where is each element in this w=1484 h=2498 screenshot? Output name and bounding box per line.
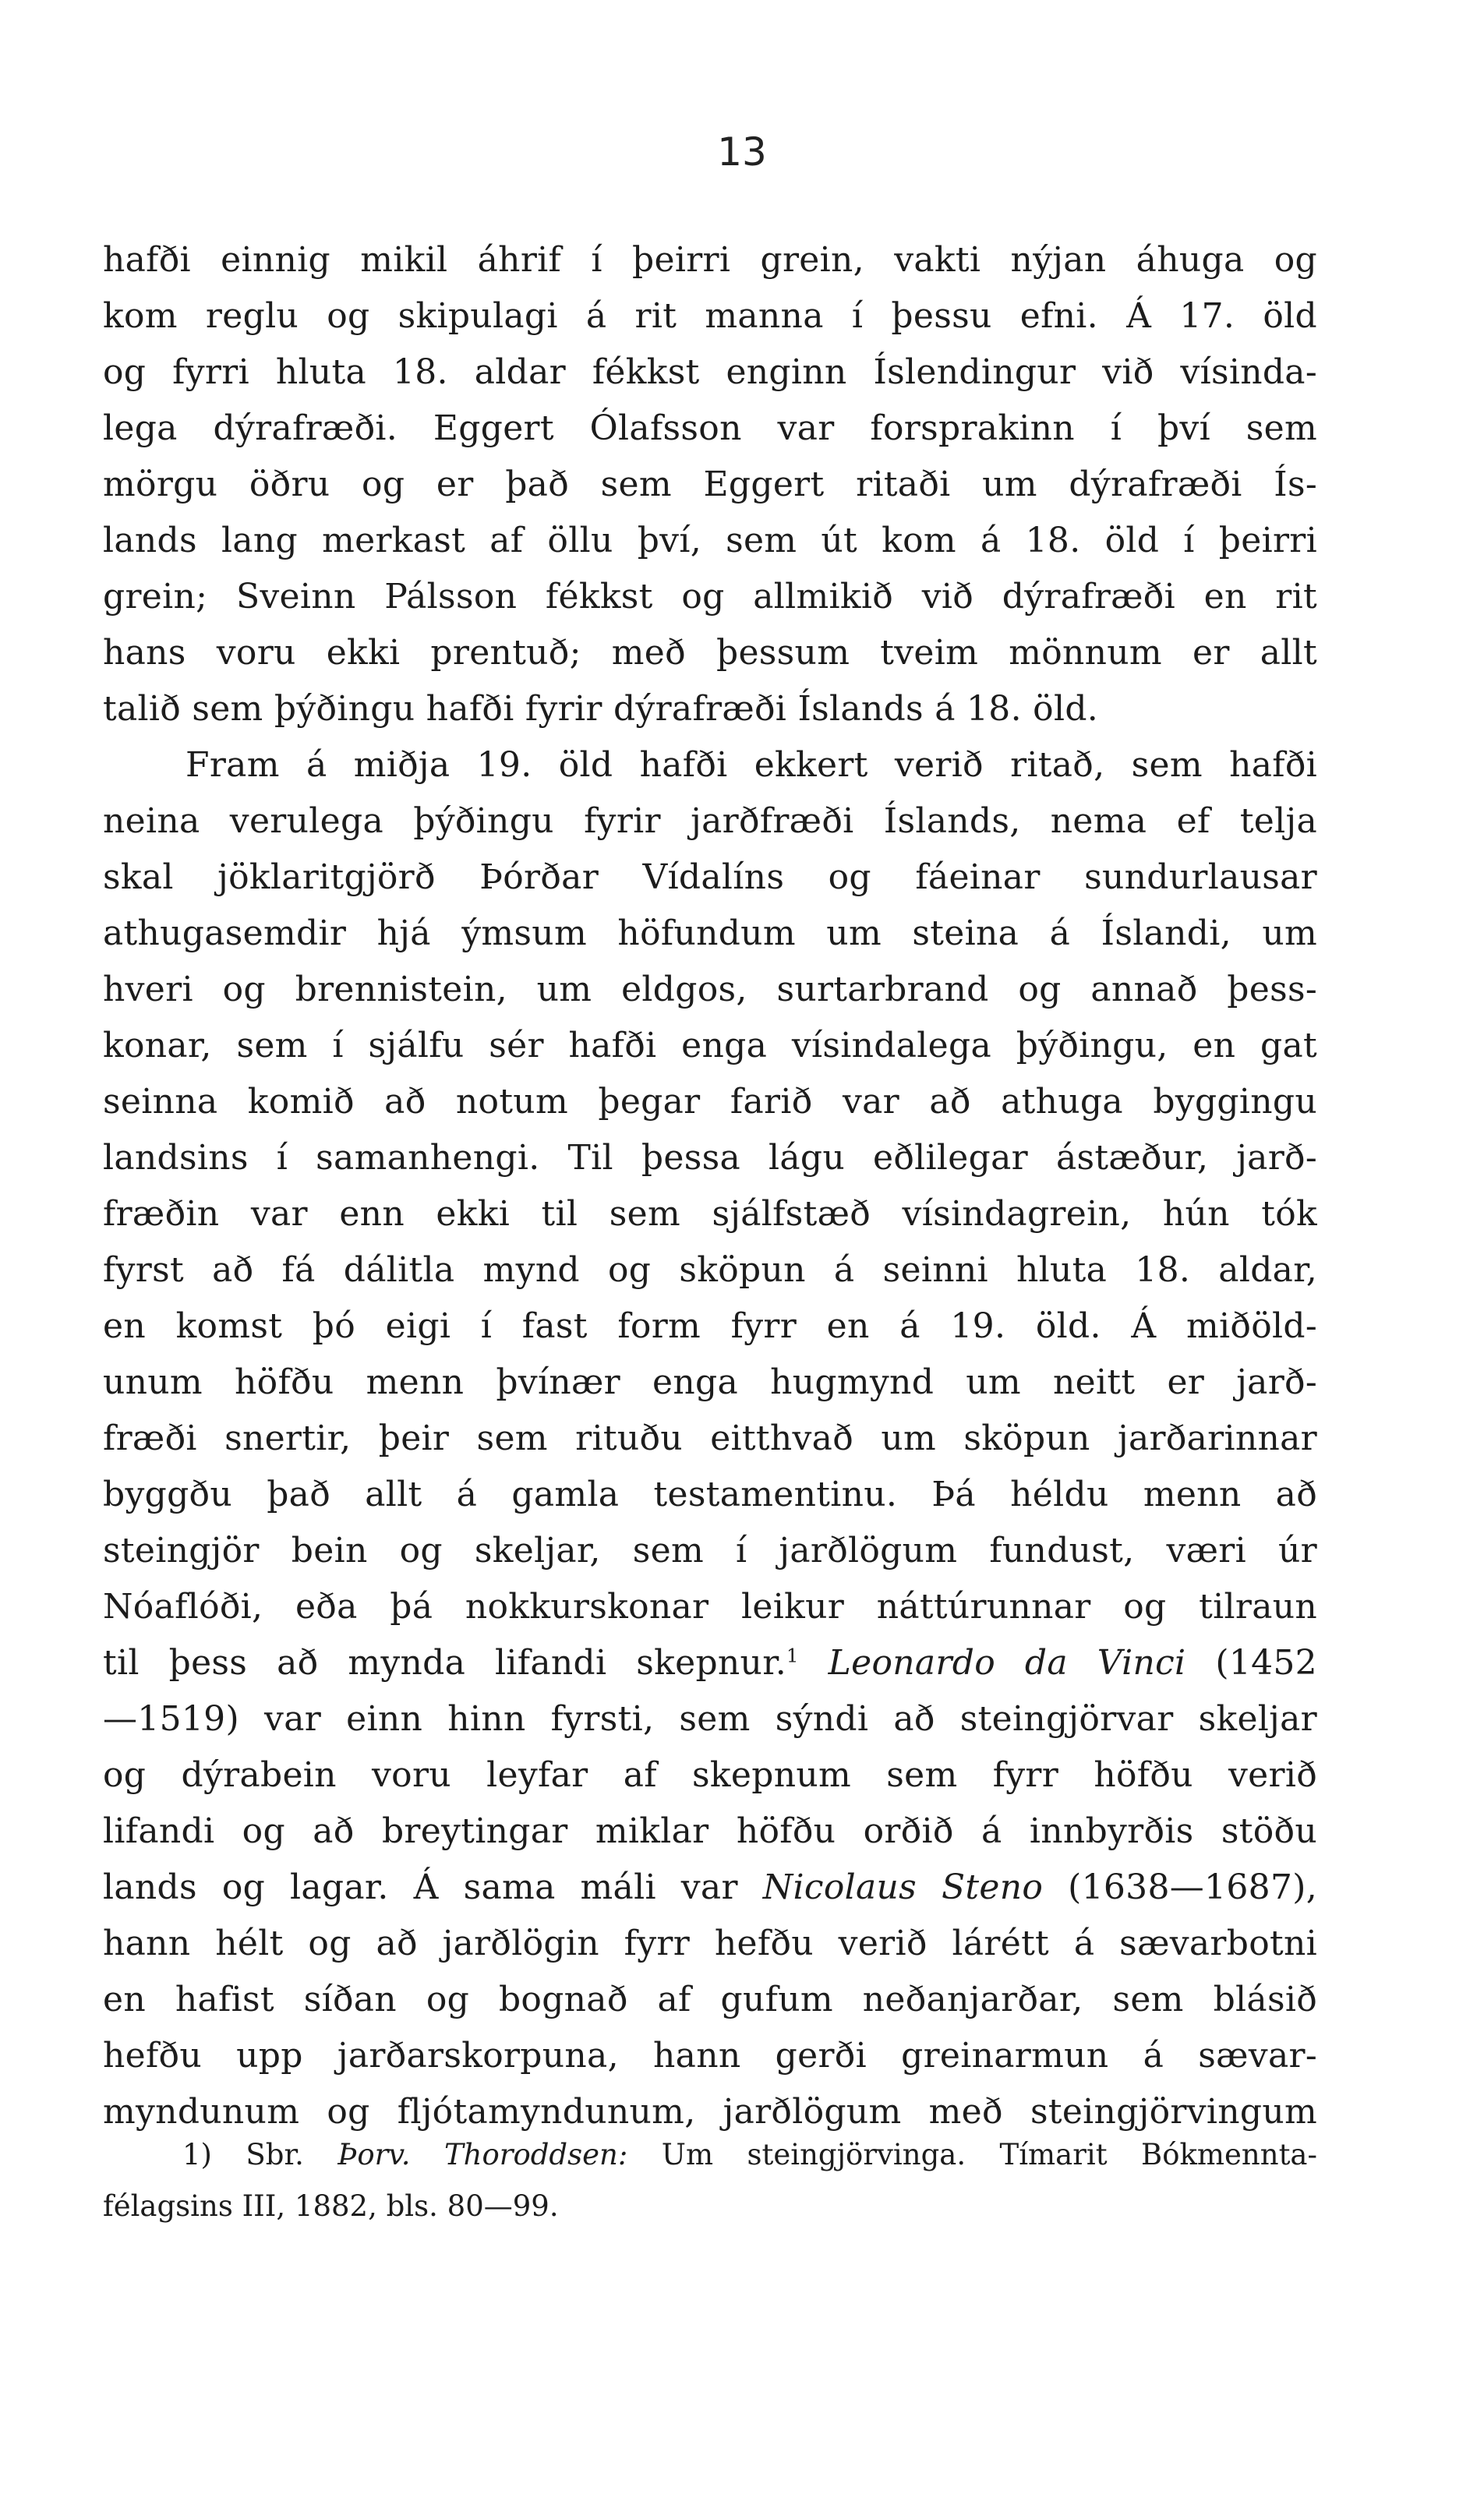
text-line: seinna komið að notum þegar farið var að athuga byggingu [103,1082,1317,1122]
person-name: Nicolaus Steno [762,1867,1044,1907]
text-line: hveri og brennistein, um eldgos, surtarbrand og annað þess- [103,970,1317,1009]
text-line [103,1635,1317,1691]
text-line: og fyrri hluta 18. aldar fékkst enginn Íslendingur við vísinda- [103,352,1317,392]
text-line: kom reglu og skipulagi á rit manna í þessu efni. Á 17. öld [103,296,1317,336]
text-line: hann hélt og að jarðlögin fyrr hefðu verið lárétt á sævarbotni [103,1924,1317,1963]
footnote-mark: 1) [182,2138,212,2171]
text-line [103,1860,1317,1916]
line-text: (1452 [1185,1643,1317,1683]
text-line: lifandi og að breytingar miklar höfðu orðið á innbyrðis stöðu [103,1811,1317,1851]
footnote-reference: 1 [786,1645,799,1667]
text-line: fræðin var enn ekki til sem sjálfstæð vísindagrein, hún tók [103,1194,1317,1234]
text-line: Nóaflóði, eða þá nokkurskonar leikur náttúrunnar og tilraun [103,1587,1317,1627]
footnote-line [103,2129,1317,2181]
text-line: grein; Sveinn Pálsson fékkst og allmikið við dýrafræði en rit [103,577,1317,617]
text-line: fyrst að fá dálitla mynd og sköpun á seinni hluta 18. aldar, [103,1250,1317,1290]
person-name: Leonardo da Vinci [828,1643,1186,1683]
text-line: hans voru ekki prentuð; með þessum tveim mönnum er allt [103,633,1317,673]
body-text [103,232,1317,2140]
text-line: fræði snertir, þeir sem rituðu eitthvað um sköpun jarðarinnar [103,1419,1317,1458]
text-line: hafði einnig mikil áhrif í þeirri grein, vakti nýjan áhuga og [103,240,1317,280]
line-text: (1638—1687), [1043,1867,1317,1907]
footnote-author: Þorv. Thoroddsen: [337,2138,628,2171]
footnote-text: Um steingjörvinga. Tímarit Bókmennta- [627,2138,1317,2171]
line-text: lands og lagar. Á sama máli var [103,1867,763,1907]
footnote-line: félagsins III, 1882, bls. 80—99. [103,2189,559,2223]
text-line: mörgu öðru og er það sem Eggert ritaði um dýrafræði Ís- [103,465,1317,504]
text-line: en komst þó eigi í fast form fyrr en á 19. öld. Á miðöld- [103,1306,1317,1346]
text-line: talið sem þýðingu hafði fyrir dýrafræði Íslands á 18. öld. [103,689,1099,729]
text-line: lands lang merkast af öllu því, sem út kom á 18. öld í þeirri [103,521,1317,560]
text-line: —1519) var einn hinn fyrsti, sem sýndi að steingjörvar skeljar [103,1699,1317,1739]
footnote [103,2129,1317,2232]
text-line: en hafist síðan og bognað af gufum neðanjarðar, sem blásið [103,1980,1317,2019]
line-text: til þess að mynda lifandi skepnur. [103,1643,786,1683]
text-line: steingjör bein og skeljar, sem í jarðlögum fundust, væri úr [103,1531,1317,1571]
text-line: hefðu upp jarðarskorpuna, hann gerði greinarmun á sævar- [103,2036,1317,2076]
text-line: unum höfðu menn þvínær enga hugmynd um neitt er jarð- [103,1362,1317,1402]
text-line: konar, sem í sjálfu sér hafði enga vísindalega þýðingu, en gat [103,1026,1317,1065]
text-line: myndunum og fljótamyndunum, jarðlögum með steingjörvingum [103,2092,1317,2132]
page-number: 13 [717,129,767,175]
text-line: lega dýrafræði. Eggert Ólafsson var forsprakinn í því sem [103,408,1317,448]
text-line: landsins í samanhengi. Til þessa lágu eðlilegar ástæður, jarð- [103,1138,1317,1178]
text-line: athugasemdir hjá ýmsum höfundum um steina á Íslandi, um [103,913,1317,953]
text-line: byggðu það allt á gamla testamentinu. Þá héldu menn að [103,1475,1317,1514]
text-line: og dýrabein voru leyfar af skepnum sem fyrr höfðu verið [103,1755,1317,1795]
text-line: Fram á miðja 19. öld hafði ekkert verið ritað, sem hafði [186,745,1317,785]
text-line: skal jöklaritgjörð Þórðar Vídalíns og fáeinar sundurlausar [103,857,1317,897]
text-line: neina verulega þýðingu fyrir jarðfræði Íslands, nema ef telja [103,801,1317,841]
footnote-text: Sbr. [211,2138,338,2171]
